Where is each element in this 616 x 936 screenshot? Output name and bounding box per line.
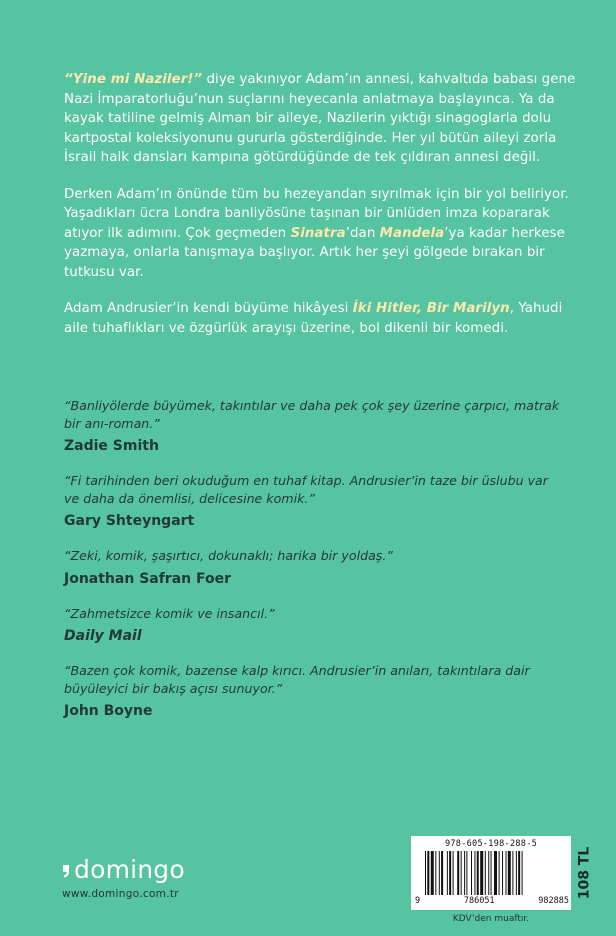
barcode-bar: [512, 851, 513, 895]
blurb-paragraph-2-text-c: ’ya kadar herkese yazmaya, onlarla tanışmaya başlıyor. Artık her şeyi gölgede bırakan bir tutkusu var.: [64, 225, 565, 280]
barcode-bar: [464, 851, 465, 895]
review-quote-text: “Zeki, komik, şaşırtıcı, dokunaklı; harika bir yoldaş.”: [64, 548, 393, 563]
barcode-bar: [457, 851, 459, 895]
review-quote-text: “Bazen çok komik, bazense kalp kırıcı. Andrusier’in anıları, takıntılara dair büyüleyici bir bakış açısı sunuyor.”: [64, 663, 530, 696]
price-label: 108 TL: [576, 846, 593, 900]
barcode-bar: [491, 851, 492, 895]
blurb: [64, 70, 584, 355]
review-quote-author: Daily Mail: [64, 628, 142, 644]
barcode-bar: [474, 851, 475, 895]
publisher-name: domingo: [74, 855, 185, 884]
barcode-bar: [477, 851, 479, 895]
barcode-bar: [441, 851, 443, 895]
price-tag: [573, 836, 595, 910]
barcode-bar: [461, 851, 462, 895]
barcode-bar: [453, 851, 454, 895]
barcode-bar: [485, 851, 486, 895]
barcode-bar: [447, 851, 448, 895]
barcode-bar: [522, 851, 523, 895]
barcode-bar: [488, 851, 489, 895]
barcode-bar: [435, 851, 436, 895]
isbn-label: 978-605-198-288-5: [444, 839, 538, 849]
barcode-digit-group: 982885: [538, 896, 569, 906]
barcode-bar: [518, 851, 520, 895]
review-quote-text: “Fi tarihinden beri okuduğum en tuhaf kitap. Andrusier’in taze bir üslubu var ve daha da önemlisi, delicesine komik.”: [64, 473, 548, 506]
blurb-name-mandela: Mandela: [379, 225, 445, 241]
review-quotes: [64, 397, 564, 737]
barcode-bar: [499, 851, 500, 895]
barcode-bar: [427, 851, 429, 895]
publisher-logo-row: [62, 856, 185, 884]
barcode-bar: [449, 851, 451, 895]
barcode-digit-group: 9: [415, 896, 421, 906]
review-quote-text: “Banliyölerde büyümek, takıntılar ve daha pek çok şey üzerine çarpıcı, matrak bir anı-roman.”: [64, 398, 560, 431]
review-quote: [64, 397, 564, 456]
blurb-opening-quote: “Yine mi Naziler!”: [64, 72, 203, 87]
barcode-bar: [506, 851, 507, 895]
blurb-paragraph-3: [64, 299, 584, 338]
barcode-bar: [425, 851, 426, 895]
barcode-bar: [466, 851, 467, 895]
barcode-digit-group: 786051: [463, 896, 495, 906]
barcode-bar: [431, 851, 434, 895]
barcode-bar: [494, 851, 497, 895]
blurb-paragraph-3-text-b: , Yahudi aile tuhaflıkları ve özgürlük arayışı üzerine, bol dikenli bir komedi.: [64, 301, 563, 336]
publisher-logo: [62, 856, 185, 900]
review-quote-text: “Zahmetsizce komik ve insancıl.”: [64, 605, 275, 621]
barcode-bar: [439, 851, 440, 895]
barcode-bar: [480, 851, 483, 895]
barcode-bar: [502, 851, 503, 895]
blurb-paragraph-3-text-a: Adam Andrusier’in kendi büyüme hikâyesi: [64, 301, 353, 316]
barcode-digits: [415, 896, 569, 906]
barcode-bar: [516, 851, 517, 895]
blurb-paragraph-1: [64, 70, 584, 168]
barcode-bars: [425, 851, 559, 895]
publisher-url: www.domingo.com.tr: [62, 888, 179, 900]
review-quote: [64, 605, 564, 647]
review-quote: [64, 472, 564, 531]
tax-note: KDV’den muaftır.: [452, 914, 530, 924]
review-quote-author: Zadie Smith: [64, 438, 159, 454]
blurb-paragraph-2: [64, 185, 584, 283]
barcode: [411, 836, 571, 910]
blurb-paragraph-2-text-a: Derken Adam’ın önünde tüm bu hezeyandan sıyrılmak için bir yol beliriyor. Yaşadıkları ücra Londra banliyösüne taşınan bir ünlüden imza kopararak atıyor ilk adımını. Çok geçmeden: [64, 186, 569, 241]
blurb-paragraph-2-text-b: ’dan: [345, 225, 380, 241]
review-quote-author: Gary Shteyngart: [64, 513, 195, 529]
barcode-bar: [508, 851, 511, 895]
review-quote: [64, 547, 564, 589]
quote-mark-icon: [62, 864, 71, 878]
blurb-name-sinatra: Sinatra: [290, 225, 346, 241]
review-quote-author: Jonathan Safran Foer: [64, 570, 232, 587]
review-quote-author: John Boyne: [64, 703, 153, 719]
blurb-paragraph-1-text: diye yakınıyor Adam’ın annesi, kahvaltıda babası gene Nazi İmparatorluğu’nun suçlarını heyecanla anlatmaya başlayınca. Ya da kayak tatiline gelmiş Alman bir aileye, Nazilerin yıktığı sinagoglarla dolu kartpostal koleksiyonunu gururla gösterdiğinde. Her yıl bütün aileyi zorla İsrail halk dansları kampına götürdüğünde de tek çıldıran annesi değil.: [64, 72, 576, 165]
review-quote: [64, 662, 564, 721]
blurb-book-title: İki Hitler, Bir Marilyn: [352, 301, 510, 316]
barcode-bar: [471, 851, 472, 895]
